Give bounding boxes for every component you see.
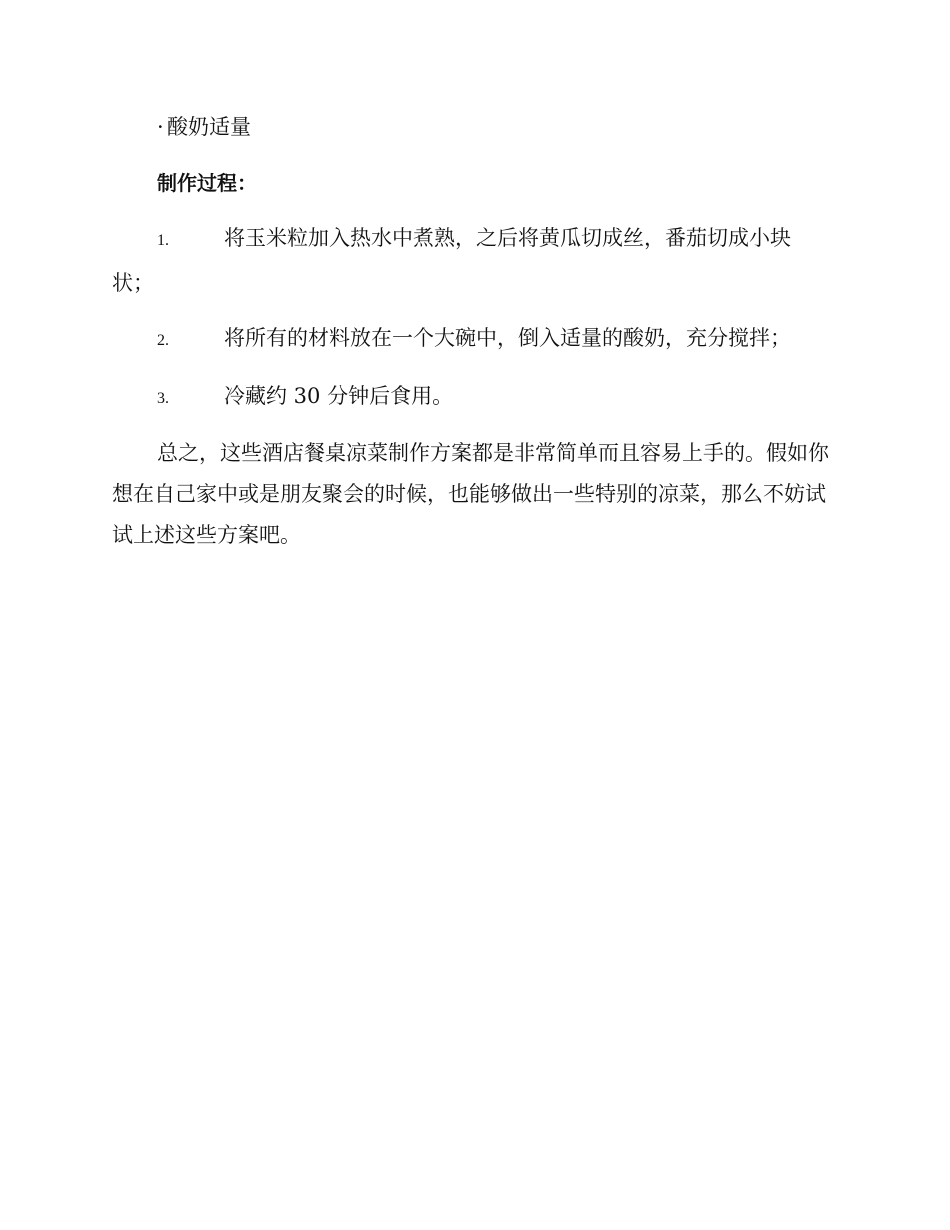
ingredient-text: 酸奶适量 <box>167 115 251 139</box>
step-text: 冷藏约 30 分钟后食用。 <box>224 384 454 408</box>
bullet-icon: · <box>157 115 164 139</box>
step-item <box>112 217 832 304</box>
step-number: 2. <box>157 332 169 349</box>
section-heading: 制作过程： <box>157 171 257 195</box>
step-item <box>112 317 832 362</box>
step-text: 将玉米粒加入热水中煮熟，之后将黄瓜切成丝，番茄切成小块状； <box>112 226 791 295</box>
document-body <box>112 106 832 556</box>
step-number: 3. <box>157 390 169 407</box>
ingredient-list-item <box>112 106 832 148</box>
step-text: 将所有的材料放在一个大碗中，倒入适量的酸奶，充分搅拌； <box>224 326 791 350</box>
step-item <box>112 375 832 420</box>
step-number: 1. <box>157 232 169 249</box>
summary-paragraph: 总之，这些酒店餐桌凉菜制作方案都是非常简单而且容易上手的。假如你想在自己家中或是朋友聚会的时候，也能够做出一些特别的凉菜，那么不妨试试上述这些方案吧。 <box>112 441 829 547</box>
